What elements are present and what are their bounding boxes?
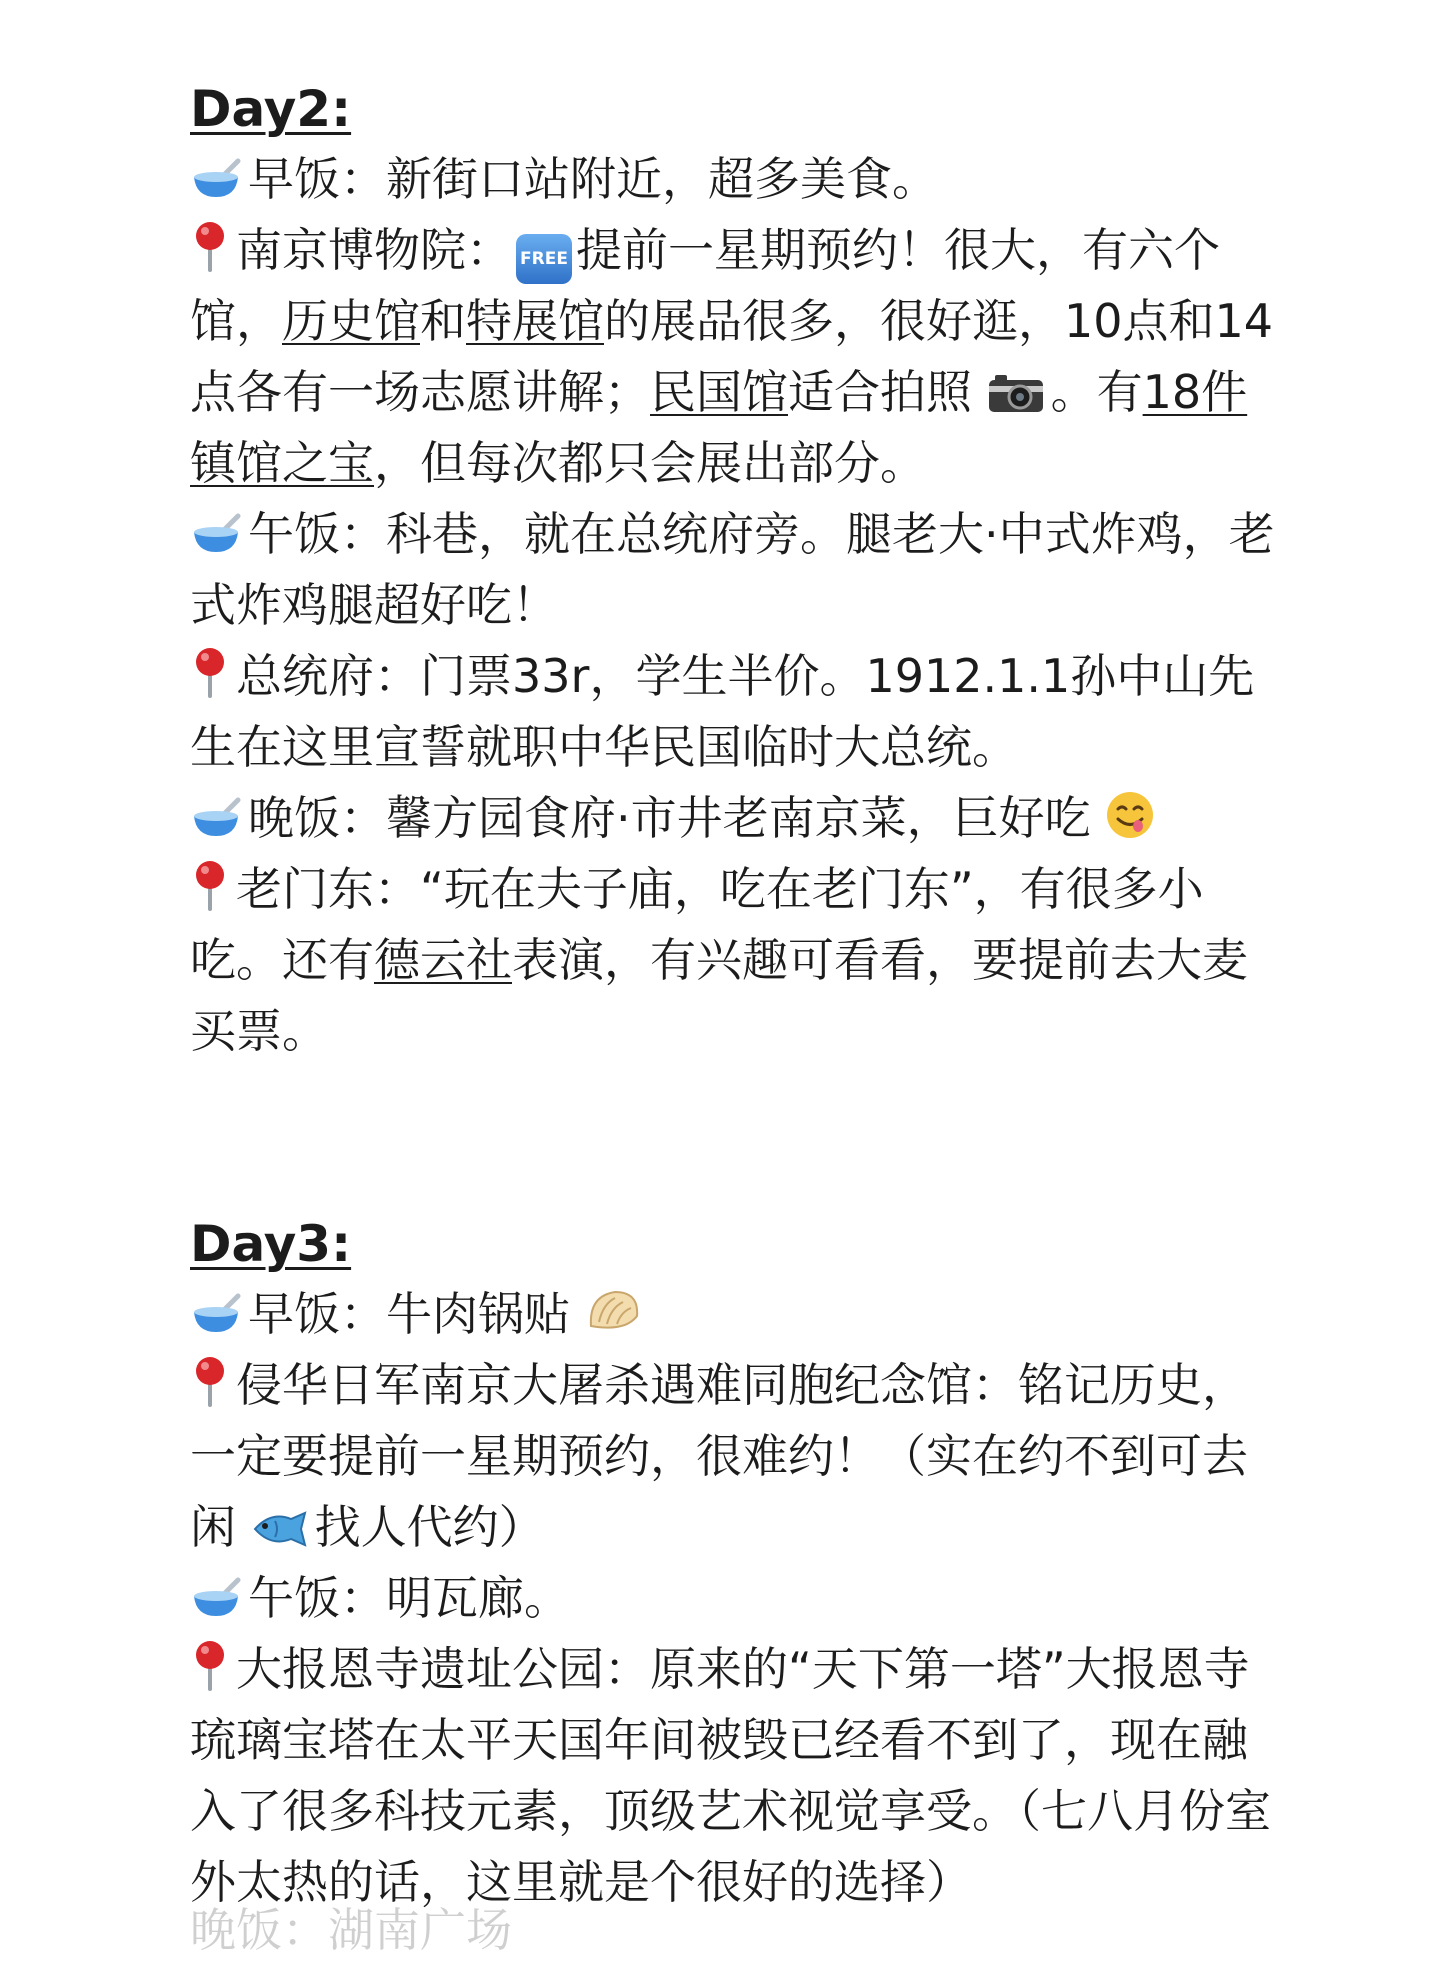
savoring-face-icon	[1105, 790, 1155, 840]
baoen-label: 大报恩寺遗址公园：	[236, 1642, 650, 1696]
day3-breakfast	[190, 1279, 1280, 1350]
museum-text-1: 提前一星期预约！很大，有六个馆，	[190, 223, 1220, 348]
republic-hall-link: 民国馆	[650, 365, 788, 419]
round-pushpin-icon	[190, 646, 230, 698]
round-pushpin-icon	[190, 859, 230, 911]
dinner-label: 晚饭：	[248, 791, 386, 845]
round-pushpin-icon	[190, 220, 230, 272]
day3-heading: Day3:	[190, 1215, 352, 1273]
day3-breakfast-text: 牛肉锅贴	[386, 1287, 570, 1341]
breakfast-text: 新街口站附近，超多美食。	[386, 152, 938, 206]
day2-laomendong	[190, 854, 1280, 1067]
dumpling-icon	[585, 1286, 641, 1336]
memorial-label: 侵华日军南京大屠杀遇难同胞纪念馆：	[236, 1358, 1018, 1412]
laomendong-label: 老门东：	[236, 862, 420, 916]
bowl-with-spoon-icon	[190, 512, 242, 556]
deyunshe-link: 德云社	[374, 933, 512, 987]
day2-dinner	[190, 783, 1280, 854]
camera-icon	[987, 372, 1045, 414]
baoen-text: 原来的“天下第一塔”大报恩寺琉璃宝塔在太平天国年间被毁已经看不到了，现在融入了很多科技元素，顶级艺术视觉享受。（七八月份室外太热的话，这里就是个很好的选择）	[190, 1642, 1271, 1909]
laomendong-text-1: “玩在夫子庙，吃在老门东”，有很多小吃。还有	[190, 862, 1204, 987]
dinner-text: 馨方园食府·市井老南京菜，巨好吃	[386, 791, 1091, 845]
day3-lunch	[190, 1563, 1280, 1634]
memorial-text-1: 铭记历史，一定要提前一星期预约，很难约！（实在约不到可去闲	[190, 1358, 1248, 1554]
special-exhibition-link: 特展馆	[466, 294, 604, 348]
breakfast-label: 早饭：	[248, 152, 386, 206]
cut-off-text: 晚饭：湖南广场	[190, 1903, 512, 1957]
day3-memorial	[190, 1350, 1280, 1563]
lunch-label: 午饭：	[248, 507, 386, 561]
itinerary-document	[190, 74, 1280, 1918]
treasures-link: 18件镇馆之宝	[190, 365, 1248, 490]
museum-text-6: ，但每次都只会展出部分。	[374, 436, 926, 490]
bowl-with-spoon-icon	[190, 157, 242, 201]
day2-breakfast	[190, 144, 1280, 215]
bowl-with-spoon-icon	[190, 1292, 242, 1336]
laomendong-text-2: 表演，有兴趣可看看，要提前去大麦买票。	[190, 933, 1248, 1058]
day2-presidential-palace	[190, 641, 1280, 783]
day2-lunch	[190, 499, 1280, 641]
day3-lunch-label: 午饭：	[248, 1571, 386, 1625]
round-pushpin-icon	[190, 1355, 230, 1407]
museum-text-2: 和	[420, 294, 466, 348]
round-pushpin-icon	[190, 1639, 230, 1691]
palace-text: 门票33r，学生半价。1912.1.1孙中山先生在这里宣誓就职中华民国临时大总统。	[190, 649, 1255, 774]
museum-text-5: 。有	[1050, 365, 1143, 419]
fish-icon	[251, 1509, 309, 1549]
section-gap	[190, 1067, 1280, 1209]
museum-text-3: 的展品很多，很好逛，10点和14点各有一场志愿讲解；	[190, 294, 1274, 419]
history-hall-link: 历史馆	[282, 294, 420, 348]
lunch-text: 科巷，就在总统府旁。腿老大·中式炸鸡，老式炸鸡腿超好吃！	[190, 507, 1275, 632]
museum-text-4: 适合拍照	[788, 365, 972, 419]
bowl-with-spoon-icon	[190, 1576, 242, 1620]
day3-baoen-temple	[190, 1634, 1280, 1918]
day3-lunch-text: 明瓦廊。	[386, 1571, 570, 1625]
free-button-icon: FREE	[516, 234, 572, 284]
day3-breakfast-label: 早饭：	[248, 1287, 386, 1341]
cut-off-dinner-line	[190, 1895, 512, 1966]
day2-museum	[190, 215, 1280, 499]
palace-label: 总统府：	[236, 649, 420, 703]
bowl-with-spoon-icon	[190, 796, 242, 840]
day2-heading: Day2:	[190, 80, 352, 138]
memorial-text-2: 找人代约）	[314, 1500, 545, 1554]
museum-name: 南京博物院：	[236, 223, 512, 277]
